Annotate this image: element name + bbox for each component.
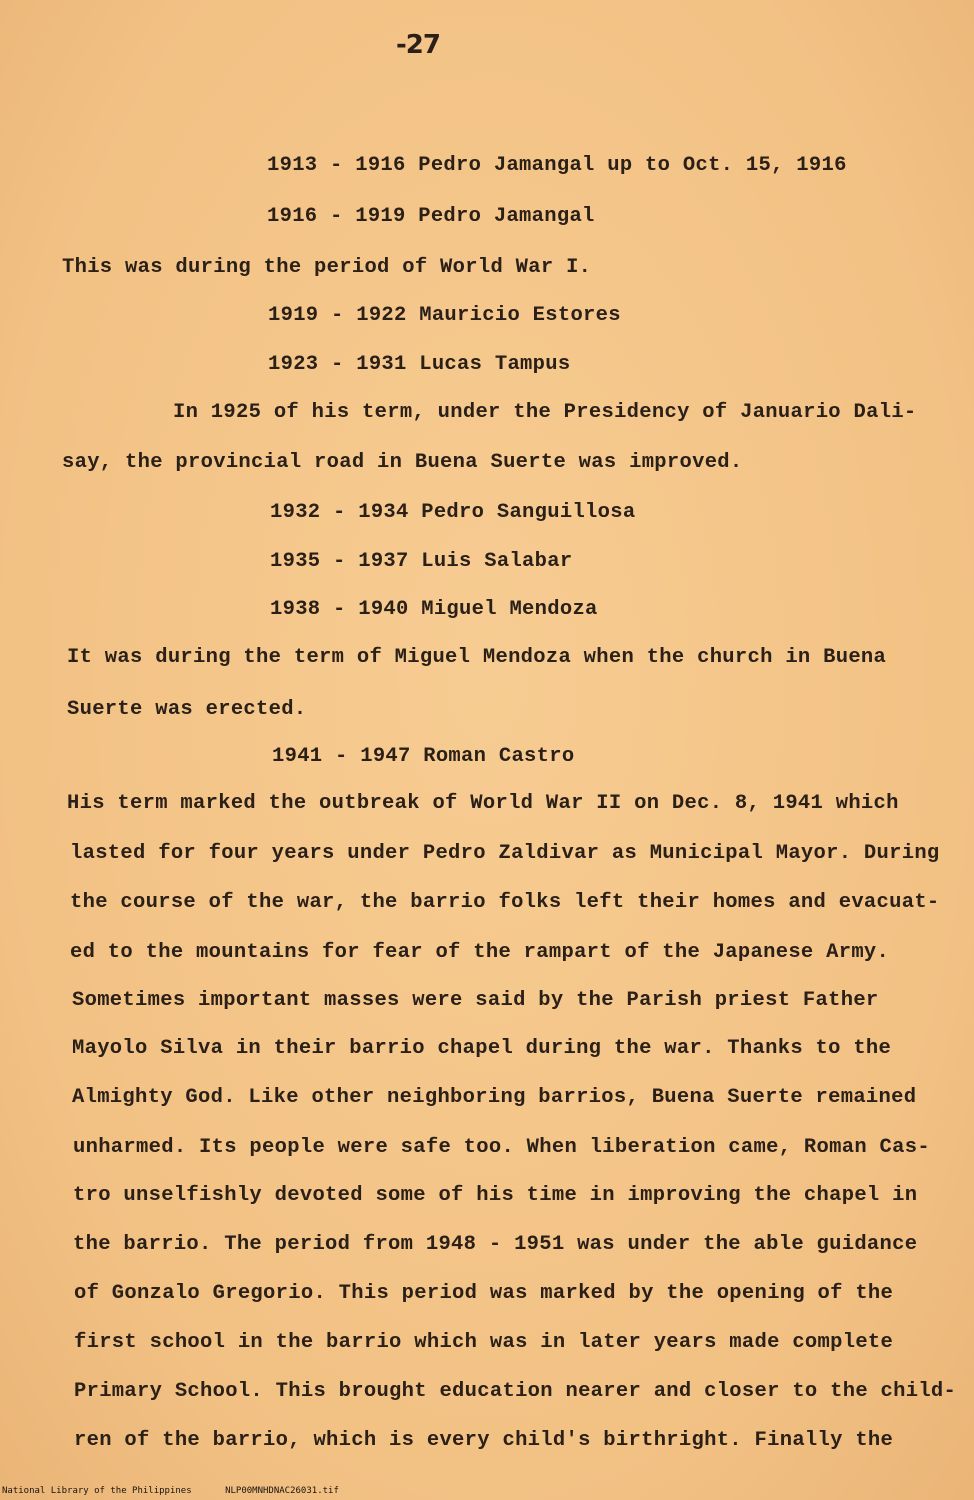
text-line: unharmed. Its people were safe too. When liberation came, Roman Cas- bbox=[73, 1136, 930, 1159]
text-line: 1932 - 1934 Pedro Sanguillosa bbox=[270, 501, 636, 524]
text-line: Sometimes important masses were said by the Parish priest Father bbox=[72, 989, 879, 1012]
text-line: In 1925 of his term, under the Presidency of Januario Dali- bbox=[173, 401, 917, 424]
text-line: 1919 - 1922 Mauricio Estores bbox=[268, 304, 621, 327]
text-line: 1923 - 1931 Lucas Tampus bbox=[268, 353, 571, 376]
text-line: lasted for four years under Pedro Zaldivar as Municipal Mayor. During bbox=[70, 842, 940, 865]
footer-filename: NLP00MNHDNAC26031.tif bbox=[225, 1486, 339, 1496]
text-line: ed to the mountains for fear of the rampart of the Japanese Army. bbox=[70, 941, 890, 964]
text-line: It was during the term of Miguel Mendoza when the church in Buena bbox=[67, 646, 887, 669]
text-line: Suerte was erected. bbox=[67, 698, 307, 721]
scan-footer bbox=[2, 1486, 367, 1496]
text-line: 1941 - 1947 Roman Castro bbox=[272, 745, 575, 768]
text-line: 1916 - 1919 Pedro Jamangal bbox=[267, 205, 595, 228]
text-line: Mayolo Silva in their barrio chapel during the war. Thanks to the bbox=[72, 1037, 892, 1060]
text-line: first school in the barrio which was in later years made complete bbox=[74, 1331, 894, 1354]
page-number: -27 bbox=[396, 30, 440, 60]
text-line: His term marked the outbreak of World War II on Dec. 8, 1941 which bbox=[67, 792, 899, 815]
text-line: Almighty God. Like other neighboring barrios, Buena Suerte remained bbox=[72, 1086, 917, 1109]
text-line: tro unselfishly devoted some of his time in improving the chapel in bbox=[73, 1184, 918, 1207]
text-line: ren of the barrio, which is every child's birthright. Finally the bbox=[74, 1429, 894, 1452]
text-line: say, the provincial road in Buena Suerte was improved. bbox=[62, 451, 743, 474]
footer-library: National Library of the Philippines bbox=[2, 1486, 192, 1496]
text-line: This was during the period of World War I. bbox=[62, 256, 592, 279]
text-line: Primary School. This brought education nearer and closer to the child- bbox=[74, 1380, 957, 1403]
text-line: the barrio. The period from 1948 - 1951 was under the able guidance bbox=[73, 1233, 918, 1256]
text-line: 1938 - 1940 Miguel Mendoza bbox=[270, 598, 598, 621]
text-line: the course of the war, the barrio folks left their homes and evacuat- bbox=[70, 891, 940, 914]
text-line: of Gonzalo Gregorio. This period was marked by the opening of the bbox=[74, 1282, 894, 1305]
text-line: 1913 - 1916 Pedro Jamangal up to Oct. 15, 1916 bbox=[267, 154, 847, 177]
text-line: 1935 - 1937 Luis Salabar bbox=[270, 550, 573, 573]
